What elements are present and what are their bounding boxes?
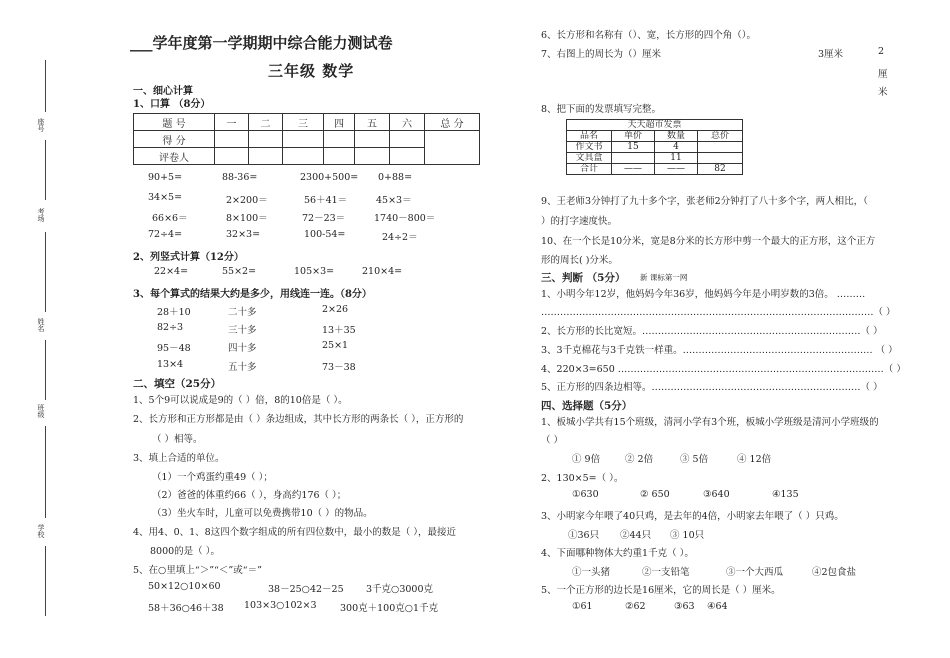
choice-q2: 2、130×5=（ ）。	[541, 473, 624, 484]
section-3-heading: 三、判断 （5分）	[541, 272, 626, 284]
fill-line: 2、长方形和正方形都是由（ ）条边组成，其中长方形的两条长（ ），正方形的	[133, 414, 464, 425]
oral-item: 56＋41＝	[304, 195, 348, 206]
oral-item: 0+88=	[378, 172, 413, 183]
invoice-row	[567, 142, 743, 153]
grader-cell[interactable]	[249, 148, 283, 165]
compare-item: 3千克○3000克	[366, 584, 434, 595]
fill-q7: 7、右图上的周长为（）厘米	[541, 49, 662, 60]
score-row-label: 得 分	[134, 131, 215, 148]
choice-option[interactable]: ③ 10只	[670, 530, 705, 541]
oral-item: 34×5=	[148, 192, 183, 203]
fill-line: 1、5个9可以说成是9的（ ）倍，8的10倍是（ ）。	[133, 395, 348, 406]
grader-cell[interactable]	[355, 148, 390, 165]
choice-option[interactable]: ③ 5倍	[680, 454, 709, 465]
choice-q1-line2: （ ）	[541, 435, 564, 446]
section-3-note: 新 课标第一网	[640, 273, 688, 282]
invoice-total-row	[567, 164, 743, 175]
score-cell-header: 一	[215, 114, 249, 131]
judge-line: 3、3千克棉花与3千克铁一样重。…………………………………………………… （ ）	[541, 345, 898, 356]
score-cell-header: 六	[390, 114, 425, 131]
oral-item: 24÷2＝	[382, 232, 418, 243]
choice-option[interactable]: ④2包食盐	[812, 567, 857, 578]
invoice-blank-cell[interactable]	[612, 153, 655, 164]
invoice-head: 品名	[567, 131, 612, 142]
fill-q8: 8、把下面的发票填写完整。	[541, 104, 662, 115]
score-cell[interactable]	[283, 131, 324, 148]
score-table	[133, 113, 480, 165]
section-1-1-heading: 1、口算 （8分）	[133, 99, 211, 110]
q7-figure-length: 3厘米	[818, 49, 844, 60]
fill-line: （3）坐火车时，儿童可以免费携带10（ ）的物品。	[152, 508, 373, 519]
choice-option[interactable]: ①630	[572, 489, 599, 500]
match-expression[interactable]: 82÷3	[157, 322, 184, 333]
invoice-title: 天天超市发票	[567, 120, 743, 131]
compare-item: 103×3○102×3	[244, 600, 317, 611]
choice-q4: 4、下面哪种物体大约重1千克（ ）。	[541, 548, 694, 559]
score-cell[interactable]	[390, 131, 425, 148]
match-expression[interactable]: 95－48	[157, 343, 191, 354]
compare-item: 38－25○42－25	[268, 584, 344, 595]
choice-option[interactable]: ④64	[707, 601, 728, 612]
fill-q10-line2: 形的周长( )分米。	[541, 255, 618, 266]
grader-cell[interactable]	[215, 148, 249, 165]
vertical-item: 210×4=	[362, 266, 403, 277]
binding-line-3	[45, 232, 46, 312]
match-estimate[interactable]: 三十多	[228, 325, 257, 336]
invoice-cell: 82	[698, 164, 743, 175]
total-score-cell[interactable]	[425, 131, 480, 165]
section-1-heading: 一、细心计算	[133, 86, 193, 97]
invoice-title-row	[567, 120, 743, 131]
binding-line-2	[45, 140, 46, 200]
grader-cell[interactable]	[324, 148, 355, 165]
match-expression[interactable]: 28＋10	[157, 307, 191, 318]
fill-line: 5、在○里填上“＞”“＜”或“＝”	[133, 565, 262, 576]
choice-option[interactable]: ②62	[625, 601, 646, 612]
q7-figure-width-unit-2: 米	[878, 87, 888, 98]
fill-line: 3、填上合适的单位。	[133, 453, 225, 464]
choice-option[interactable]: ④ 12倍	[737, 454, 772, 465]
choice-option[interactable]: ② 650	[640, 489, 670, 500]
match-estimate[interactable]: 二十多	[228, 307, 257, 318]
score-table-score-row	[134, 131, 480, 148]
match-expression[interactable]: 25×1	[322, 340, 349, 351]
compare-item: 58＋36○46＋38	[148, 603, 224, 614]
choice-option[interactable]: ③640	[703, 489, 730, 500]
class-label: 班级	[37, 404, 45, 418]
choice-q5: 5、一个正方形的边长是16厘米，它的周长是（ ）厘米。	[541, 585, 781, 596]
vertical-item: 55×2=	[222, 266, 257, 277]
choice-option[interactable]: ③63	[674, 601, 695, 612]
vertical-item: 105×3=	[294, 266, 335, 277]
score-cell-header: 题 号	[134, 114, 215, 131]
match-estimate[interactable]: 五十多	[228, 362, 257, 373]
invoice-blank-cell[interactable]	[698, 142, 743, 153]
judge-line: 5、正方形的四条边相等。…………………………………………………………（ ）	[541, 382, 883, 393]
judge-line: 4、220×3=650 …………………………………………………………………………（ ）	[541, 364, 906, 375]
q7-figure-width: 2	[878, 46, 885, 57]
match-expression[interactable]: 2×26	[322, 304, 349, 315]
score-cell-header: 二	[249, 114, 283, 131]
binding-line-5	[45, 426, 46, 518]
oral-item: 90+5=	[148, 172, 183, 183]
oral-item: 8×100＝	[226, 213, 268, 224]
match-expression[interactable]: 13×4	[157, 359, 184, 370]
invoice-cell: 15	[612, 142, 655, 153]
score-cell[interactable]	[215, 131, 249, 148]
invoice-cell: 合计	[567, 164, 612, 175]
fill-q9-line1: 9、王老师3分钟打了九十多个字，张老师2分钟打了八十多个字，两人相比，（	[541, 196, 868, 207]
binding-line-6	[45, 546, 46, 616]
section-1-3-heading: 3、每个算式的结果大约是多少，用线连一连。（8分）	[133, 289, 372, 300]
oral-item: 45×3＝	[376, 195, 412, 206]
fill-line: 8000的是（ ）。	[150, 546, 220, 557]
score-cell[interactable]	[249, 131, 283, 148]
fill-q9-line2: ）的打字速度快。	[541, 216, 618, 227]
invoice-row	[567, 153, 743, 164]
judge-line: 1、小明今年12岁，他妈妈今年36岁，他妈妈今年是小明岁数的3倍。 ………	[541, 289, 866, 300]
binding-line-4	[45, 340, 46, 400]
choice-option[interactable]: ① 9倍	[572, 454, 601, 465]
match-expression[interactable]: 13＋35	[322, 325, 356, 336]
name-label: 姓名	[37, 318, 45, 332]
invoice-cell: ——	[655, 164, 698, 175]
oral-item: 88-36=	[222, 172, 258, 183]
invoice-cell: ——	[612, 164, 655, 175]
score-cell-header: 总 分	[425, 114, 480, 131]
compare-item: 50×12○10×60	[148, 581, 221, 592]
oral-item: 2300+500=	[300, 172, 359, 183]
score-cell-header: 五	[355, 114, 390, 131]
choice-option[interactable]: ④135	[772, 489, 799, 500]
oral-item: 100-54=	[304, 229, 346, 240]
choice-option[interactable]: ①36只	[568, 530, 600, 541]
choice-option[interactable]: ①61	[572, 601, 593, 612]
choice-option[interactable]: ②一支铅笔	[642, 567, 690, 578]
fill-line: （1）一个鸡蛋约重49（ ）；	[152, 472, 273, 483]
binding-line-1	[45, 60, 46, 112]
fill-line: 4、用4、0、1、8这四个数字组成的所有四位数中，最小的数是（ ），最接近	[133, 527, 456, 538]
invoice-table	[566, 119, 743, 175]
fill-line: （2）爸爸的体重约66（ ），身高约176（ ）；	[152, 490, 347, 501]
compare-item: 300克＋100克○1千克	[340, 603, 439, 614]
score-cell-header: 三	[283, 114, 324, 131]
choice-q1-line1: 1、板城小学共有15个班级，清河小学有3个班，板城小学班级是清河小学班级的	[541, 417, 879, 428]
section-2-heading: 二、填空（25分）	[133, 378, 222, 390]
choice-option[interactable]: ②44只	[620, 530, 652, 541]
section-1-2-heading: 2、列竖式计算（12分）	[133, 252, 244, 263]
choice-option[interactable]: ② 2倍	[625, 454, 654, 465]
grader-cell[interactable]	[390, 148, 425, 165]
grader-row-label: 评卷人	[134, 148, 215, 165]
match-expression[interactable]: 73－38	[322, 362, 356, 373]
choice-option[interactable]: ①一头猪	[572, 567, 611, 578]
exam-subtitle: 三年级 数学	[268, 62, 355, 80]
exam-title: ___学年度第一学期期中综合能力测试卷	[130, 34, 393, 52]
oral-item: 32×3=	[226, 229, 261, 240]
invoice-head: 单价	[612, 131, 655, 142]
score-cell[interactable]	[324, 131, 355, 148]
score-table-header-row	[134, 114, 480, 131]
q7-figure-width-unit-1: 厘	[878, 69, 888, 80]
invoice-head-row	[567, 131, 743, 142]
invoice-cell: 文具盒	[567, 153, 612, 164]
choice-q3: 3、小明家今年喂了40只鸡，是去年的4倍，小明家去年喂了（ ）只鸡。	[541, 511, 844, 522]
fill-q6: 6、长方形和名称有（）、宽，长方形的四个角（）。	[541, 30, 757, 41]
oral-item: 1740－800＝	[374, 213, 436, 224]
grader-cell[interactable]	[283, 148, 324, 165]
fill-q10-line1: 10、在一个长是10分米，宽是8分米的长方形中剪一个最大的正方形，这个正方	[541, 236, 876, 247]
oral-item: 72－23＝	[302, 213, 346, 224]
score-cell[interactable]	[355, 131, 390, 148]
choice-option[interactable]: ③一个大西瓜	[726, 567, 784, 578]
oral-item: 72÷4=	[148, 229, 183, 240]
judge-line: 2、长方形的长比宽短。……………………………………………………………（ ）	[541, 326, 883, 337]
invoice-blank-cell[interactable]	[698, 153, 743, 164]
invoice-cell: 4	[655, 142, 698, 153]
oral-item: 66×6＝	[152, 213, 188, 224]
match-estimate[interactable]: 四十多	[228, 343, 257, 354]
invoice-cell: 作文书	[567, 142, 612, 153]
seat-number-label: 座号	[37, 118, 45, 132]
judge-line: ……………………………………………………………………………………………（ ）	[541, 307, 896, 318]
invoice-head: 数量	[655, 131, 698, 142]
exam-room-label: 考场	[37, 208, 45, 222]
oral-item: 2×200＝	[226, 195, 268, 206]
section-4-heading: 四、选择题（5分）	[541, 400, 633, 412]
score-cell-header: 四	[324, 114, 355, 131]
invoice-head: 总价	[698, 131, 743, 142]
vertical-item: 22×4=	[154, 266, 189, 277]
fill-line: （ ）相等。	[152, 434, 203, 445]
school-label: 学校	[37, 524, 45, 538]
invoice-cell: 11	[655, 153, 698, 164]
